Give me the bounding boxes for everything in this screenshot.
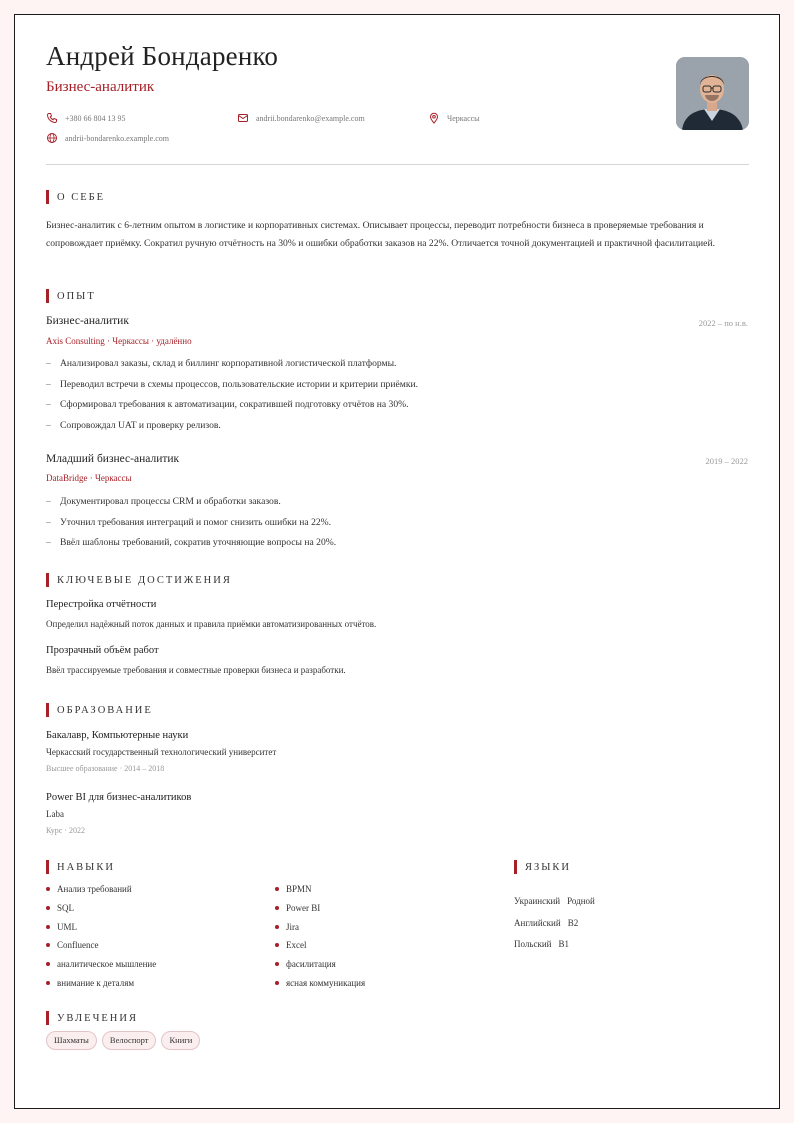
section-experience-label: ОПЫТ <box>57 290 96 302</box>
section-achievements-title <box>46 573 232 587</box>
section-education-title <box>46 703 153 717</box>
achievement-title: Перестройка отчётности <box>46 599 157 610</box>
avatar <box>676 57 749 130</box>
section-accent-bar <box>46 190 49 204</box>
job-dates: 2019 – 2022 <box>705 456 748 466</box>
contact-website[interactable] <box>46 132 169 144</box>
section-hobbies-label: УВЛЕЧЕНИЯ <box>57 1012 138 1024</box>
education-meta: Высшее образование · 2014 – 2018 <box>46 764 165 773</box>
skill-item: фасилитация <box>275 958 365 977</box>
hobby-tag: Книги <box>161 1031 200 1050</box>
section-accent-bar <box>514 860 517 874</box>
achievement-desc: Ввёл трассируемые требования и совместные проверки бизнеса и разработки. <box>46 665 346 675</box>
phone-icon <box>46 112 58 124</box>
section-accent-bar <box>46 573 49 587</box>
list-item: – Сформировал требования к автоматизации, сократившей подготовку отчётов на 30%. <box>46 398 746 419</box>
contact-location <box>428 112 480 124</box>
language-row <box>514 895 595 917</box>
section-accent-bar <box>46 289 49 303</box>
skill-item: аналитическое мышление <box>46 958 156 977</box>
skill-item: UML <box>46 921 156 940</box>
skill-item: BPMN <box>275 883 365 902</box>
skill-item: SQL <box>46 902 156 921</box>
language-name: Английский <box>514 917 561 928</box>
hobby-tag: Шахматы <box>46 1031 97 1050</box>
language-row <box>514 917 595 939</box>
skill-item: Power BI <box>275 902 365 921</box>
job-dates: 2022 – по н.в. <box>698 318 748 328</box>
languages-list <box>514 895 595 960</box>
list-item: – Ввёл шаблоны требований, сократив уточняющие вопросы на 20%. <box>46 536 746 557</box>
list-item: – Сопровождал UAT и проверку релизов. <box>46 419 746 440</box>
section-education-label: ОБРАЗОВАНИЕ <box>57 704 153 716</box>
candidate-name: Андрей Бондаренко <box>46 41 279 71</box>
resume-page <box>14 14 780 1109</box>
about-text: Бизнес-аналитик с 6-летним опытом в логистике и корпоративных системах. Описывает процессы, переводит потребности бизнеса в проверяемые требования и сопровождает приёмку. Сократил ручную отчётность на 30% и ошибки обработки заказов на 22%. Отличается точной документацией и практичной фасилитацией. <box>46 220 715 249</box>
job-title: Бизнес-аналитик <box>46 315 129 327</box>
list-item: – Уточнил требования интеграций и помог снизить ошибки на 22%. <box>46 516 746 537</box>
hobby-tags <box>46 1031 200 1050</box>
globe-icon <box>46 132 58 144</box>
job-title: Младший бизнес-аналитик <box>46 453 180 465</box>
header-divider <box>46 164 749 165</box>
section-accent-bar <box>46 860 49 874</box>
website-text: andrii-bondarenko.example.com <box>65 133 169 143</box>
mail-icon <box>237 112 249 124</box>
hobby-tag: Велоспорт <box>102 1031 157 1050</box>
section-languages-label: ЯЗЫКИ <box>525 861 572 873</box>
achievement-desc: Определил надёжный поток данных и правила приёмки автоматизированных отчётов. <box>46 619 377 629</box>
education-school: Laba <box>46 809 64 819</box>
list-item: – Анализировал заказы, склад и биллинг корпоративной логистической платформы. <box>46 357 746 378</box>
education-title: Бакалавр, Компьютерные науки <box>46 730 189 741</box>
job-company: DataBridge · Черкассы <box>46 473 132 483</box>
location-pin-icon <box>428 112 440 124</box>
location-text: Черкассы <box>447 113 480 123</box>
language-level: B2 <box>567 917 579 928</box>
job-bullets <box>46 357 746 440</box>
language-level: Родной <box>567 896 595 906</box>
language-level: B1 <box>558 939 569 950</box>
achievement-title: Прозрачный объём работ <box>46 645 159 656</box>
education-title: Power BI для бизнес-аналитиков <box>46 792 192 803</box>
job-bullets <box>46 495 746 557</box>
education-meta: Курс · 2022 <box>46 826 85 835</box>
language-name: Украинский <box>514 896 561 906</box>
section-skills-title <box>46 860 115 874</box>
skills-column-2 <box>275 883 365 996</box>
section-accent-bar <box>46 1011 49 1025</box>
section-achievements-label: КЛЮЧЕВЫЕ ДОСТИЖЕНИЯ <box>57 574 232 586</box>
language-row <box>514 938 595 960</box>
section-accent-bar <box>46 703 49 717</box>
phone-text: +380 66 804 13 95 <box>65 113 126 123</box>
skill-item: Confluence <box>46 939 156 958</box>
section-about-title <box>46 190 105 204</box>
skills-column-1 <box>46 883 156 996</box>
skill-item: Jira <box>275 921 365 940</box>
list-item: – Переводил встречи в схемы процессов, пользовательские истории и критерии приёмки. <box>46 378 746 399</box>
skill-item: ясная коммуникация <box>275 977 365 996</box>
skill-item: Excel <box>275 939 365 958</box>
section-about-label: О СЕБЕ <box>57 191 106 203</box>
section-hobbies-title <box>46 1011 138 1025</box>
contact-email[interactable] <box>237 112 365 124</box>
education-school: Черкасский государственный технологический университет <box>46 747 277 757</box>
candidate-role: Бизнес-аналитик <box>46 79 155 95</box>
skill-item: Анализ требований <box>46 883 156 902</box>
email-text: andrii.bondarenko@example.com <box>256 113 365 123</box>
avatar-photo-icon <box>676 57 749 130</box>
section-skills-label: НАВЫКИ <box>57 861 115 873</box>
contact-phone[interactable] <box>46 112 126 124</box>
section-languages-title <box>514 860 571 874</box>
language-name: Польский <box>514 939 552 950</box>
skill-item: внимание к деталям <box>46 977 156 996</box>
list-item: – Документировал процессы CRM и обработки заказов. <box>46 495 746 516</box>
section-experience-title <box>46 289 96 303</box>
job-company: Axis Consulting · Черкассы · удалённо <box>46 336 192 346</box>
